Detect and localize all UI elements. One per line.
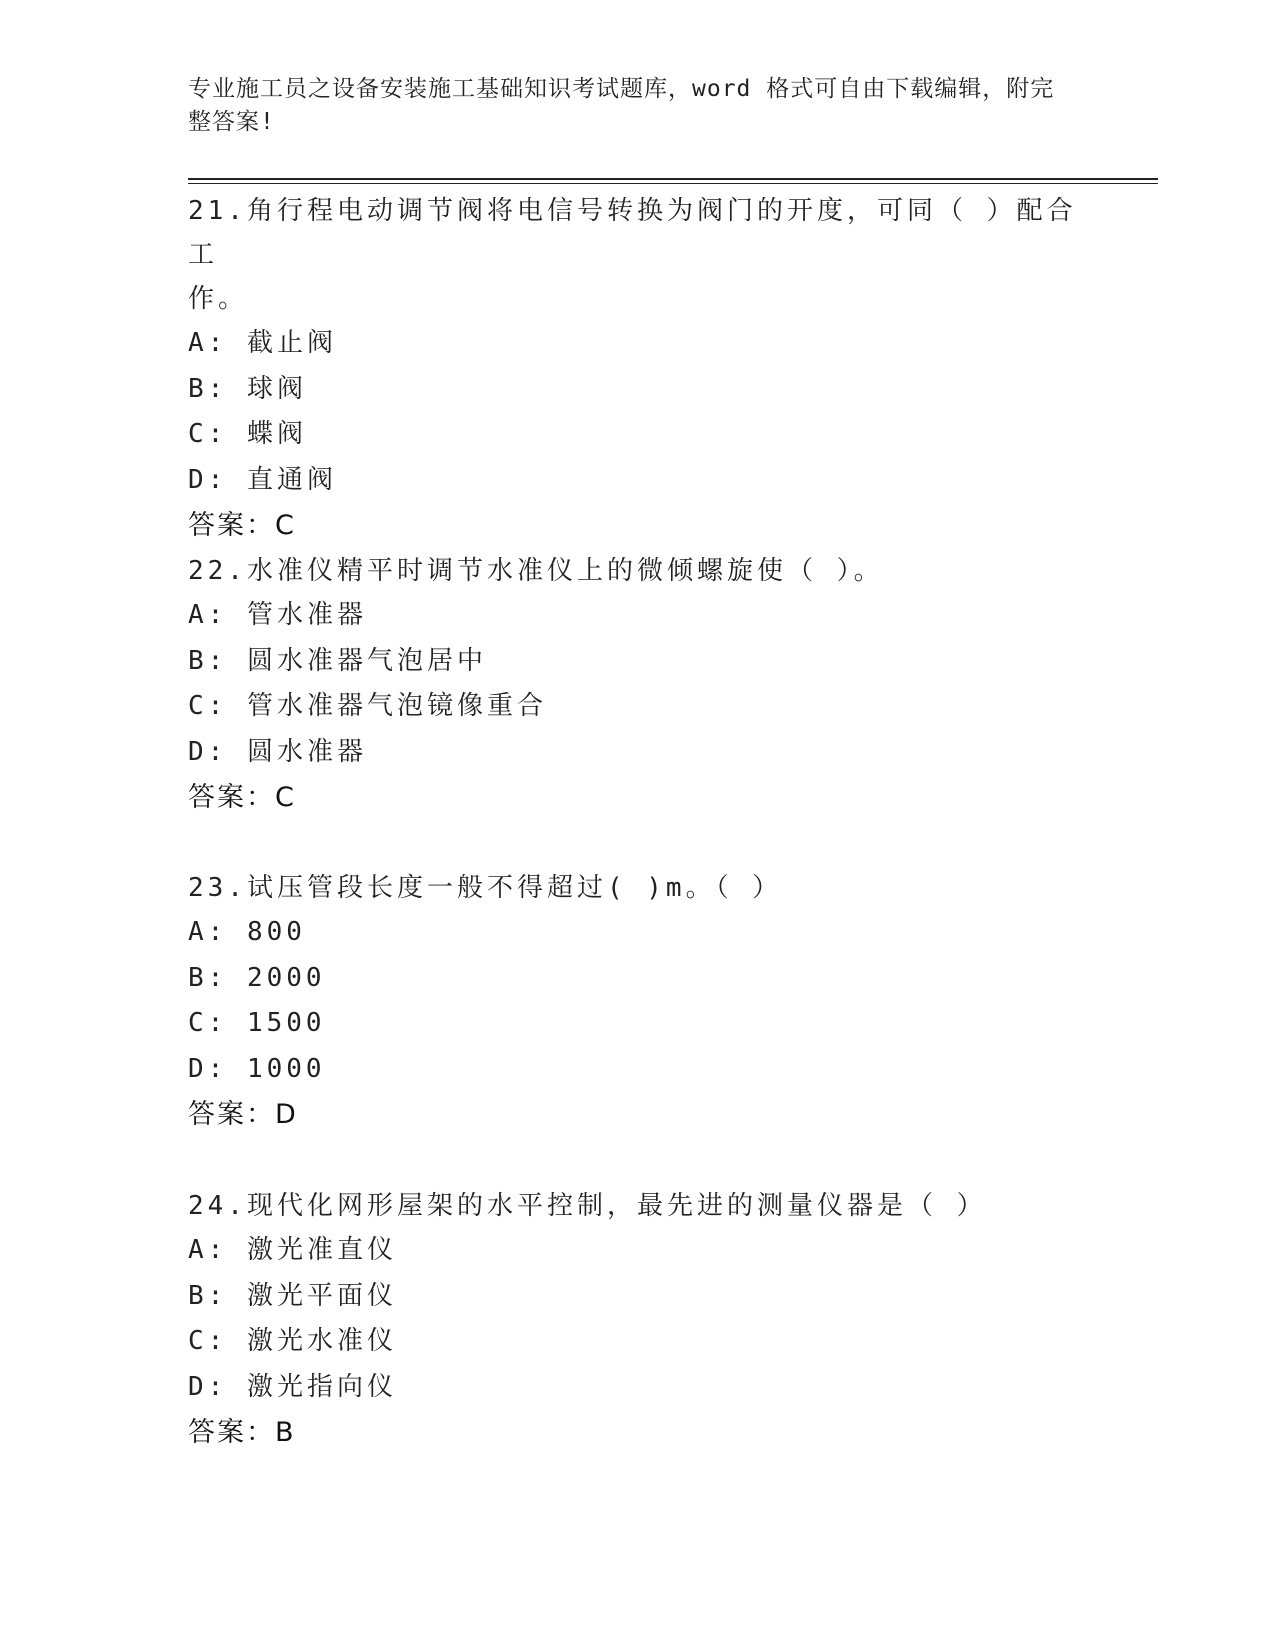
question-23 (188, 866, 1088, 1138)
option-c: C: 蝶阀 (188, 419, 307, 449)
option-c: C: 1500 (188, 1008, 326, 1038)
option-d: D: 直通阀 (188, 464, 337, 495)
answer: 答案：D (188, 1099, 298, 1130)
option-a: A: 截止阀 (188, 328, 337, 358)
header-divider-thin (188, 183, 1158, 184)
option-d: D: 激光指向仪 (188, 1371, 397, 1402)
document-header (188, 73, 1088, 139)
question-stem: 24.现代化网形屋架的水平控制，最先进的测量仪器是（ ） (188, 1191, 987, 1221)
answer: 答案：C (188, 510, 296, 541)
option-b: B: 2000 (188, 962, 326, 993)
header-divider-thick (188, 178, 1158, 180)
option-d: D: 1000 (188, 1053, 326, 1084)
option-a: A: 管水准器 (188, 600, 367, 630)
answer: 答案：B (188, 1417, 296, 1448)
question-21 (188, 189, 1088, 549)
option-b: B: 圆水准器气泡居中 (188, 645, 487, 676)
question-stem: 23.试压管段长度一般不得超过( )m。（ ） (188, 873, 783, 903)
option-d: D: 圆水准器 (188, 736, 367, 767)
option-a: A: 激光准直仪 (188, 1235, 397, 1265)
option-c: C: 激光水准仪 (188, 1326, 397, 1356)
question-stem: 22.水准仪精平时调节水准仪上的微倾螺旋使（ ）。 (188, 556, 884, 586)
option-a: A: 800 (188, 917, 306, 947)
question-stem-continued: 作。 (188, 284, 249, 314)
question-22 (188, 549, 1088, 821)
option-b: B: 球阀 (188, 373, 307, 404)
header-line-2: 整答案! (188, 109, 275, 135)
question-stem: 21.角行程电动调节阀将电信号转换为阀门的开度，可同（ ）配合工 (188, 196, 1077, 270)
question-24 (188, 1184, 1088, 1456)
answer: 答案：C (188, 782, 296, 813)
header-line-1: 专业施工员之设备安装施工基础知识考试题库，word 格式可自由下载编辑，附完 (188, 76, 1055, 102)
option-b: B: 激光平面仪 (188, 1280, 397, 1311)
option-c: C: 管水准器气泡镜像重合 (188, 691, 547, 721)
